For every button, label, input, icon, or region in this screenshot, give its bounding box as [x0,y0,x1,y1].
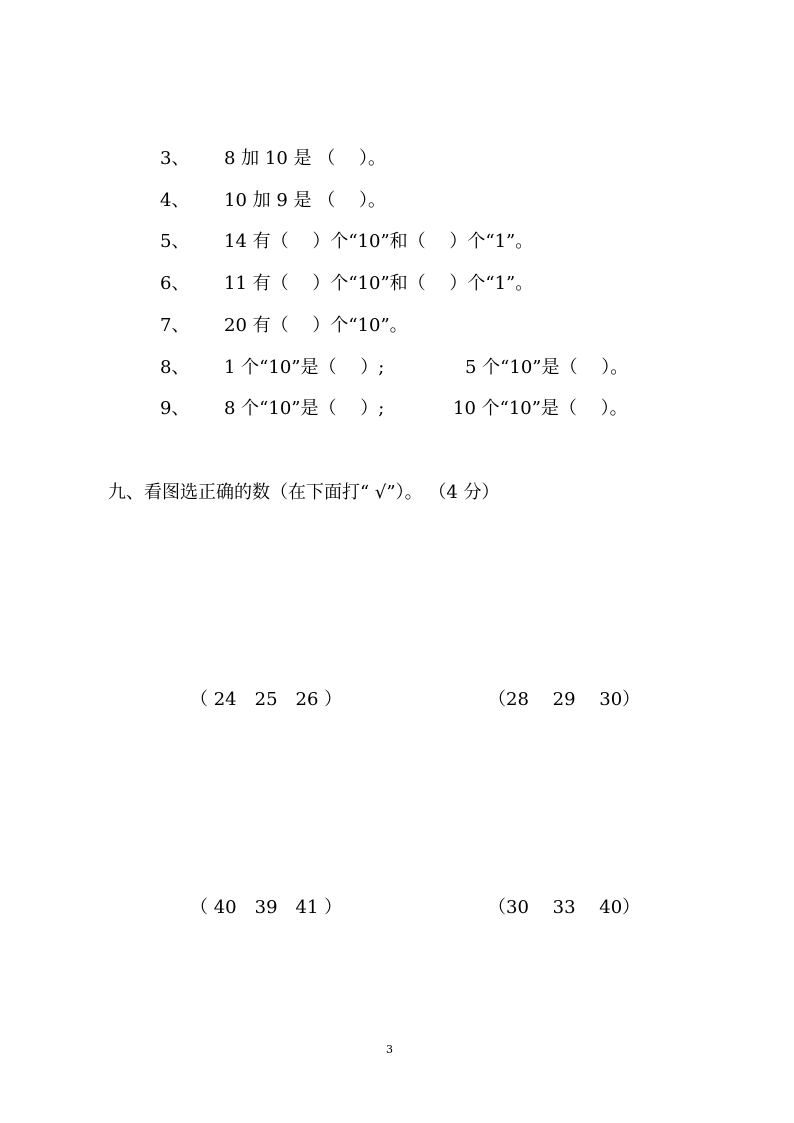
question-text: 8 加 10 是 （ ）。 [224,148,386,169]
choice-group: （28 29 30） [488,689,641,710]
section-title: 九、看图选正确的数（在下面打“ √”）。 （4 分） [108,482,500,503]
question-number: 4、 [160,190,190,211]
question-text: 20 有（ ）个“10”。 [224,315,408,336]
question-number: 9、 [160,398,190,419]
question-number: 6、 [160,273,190,294]
choice-group: （30 33 40） [488,897,641,918]
page-number: 3 [386,1043,393,1056]
question-number: 7、 [160,315,190,336]
question-text: 8 个“10”是（ ）; [224,398,385,419]
choice-group: （ 40 39 41 ） [190,897,343,918]
question-text-second: 10 个“10”是（ ）。 [453,398,628,419]
question-text: 14 有（ ）个“10”和（ ）个“1”。 [224,231,534,252]
question-number: 5、 [160,231,190,252]
question-number: 3、 [160,148,190,169]
question-text: 1 个“10”是（ ）; [224,357,385,378]
question-number: 8、 [160,357,190,378]
question-text: 11 有（ ）个“10”和（ ）个“1”。 [224,273,534,294]
question-text: 10 加 9 是 （ ）。 [224,190,386,211]
choice-group: （ 24 25 26 ） [190,689,343,710]
question-text-second: 5 个“10”是（ ）。 [465,357,629,378]
